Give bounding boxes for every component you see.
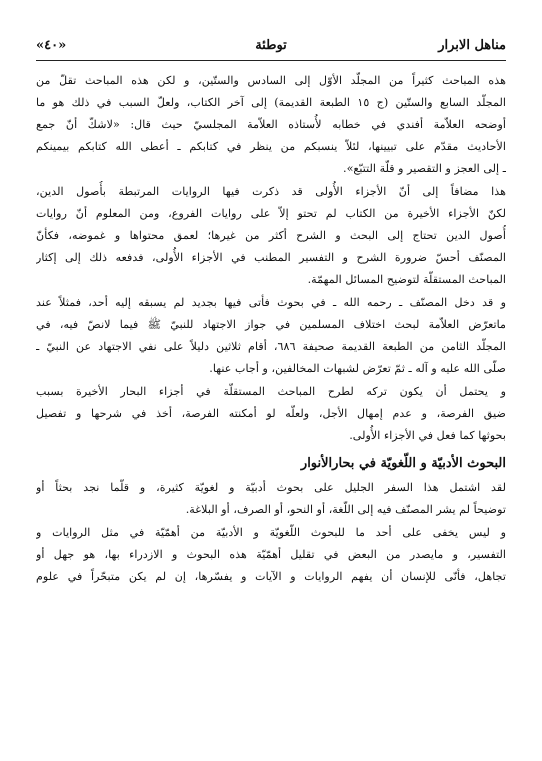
text-line: المجلّد السابع والستّين (ج ١٥ الطبعة القديمة) إلى آخر الكتاب، ولعلّ السبب في ذلك هو ما — [36, 96, 506, 109]
text-line: لكنّ الأجزاء الأخيرة من الكتاب لم تحتو إلاّ على روايات الفروع، ومن المعلوم أنّ روايات — [36, 207, 506, 220]
text-line: هذا مضافاً إلى أنّ الأجزاء الأُولى قد ذكرت فيها الروايات المرتبطة بأُصول الدين، — [36, 185, 506, 198]
text-line: المجلّد الثامن من الطبعة القديمة صحيفة ٦٨٦، أقام ثلاثين دليلاً على نفي الاجتهاد عن النبيّ ـ — [36, 340, 506, 353]
text-line: المصنّف أحسّ ضرورة الشرح و التفسير المطنب في الأجزاء الأُولى، فدفعه ذلك إلى إكثار — [36, 251, 506, 264]
page-number: «٤٠» — [36, 38, 67, 53]
page-header — [36, 34, 506, 62]
text-line: التفسير، و مايصدر من البعض في تقليل أهمّيّة هذه البحوث و الازدراء بها، هو جهل أو — [36, 548, 506, 561]
text-line: تجاهل، فأنّى للإنسان أن يفهم الروايات و الآيات و يفسّرها، إن لم يكن متبحّراً في علوم — [36, 570, 506, 583]
text-line: توضيحاً لم يشر المصنّف فيه إلى اللّغة، أو النحو، أو الصرف، أو البلاغة. — [185, 503, 506, 516]
header-rule — [36, 60, 506, 61]
chapter-title: توطئة — [255, 38, 287, 53]
text-line: بحوثها كما فعل في الأجزاء الأُولى. — [349, 429, 506, 442]
text-line: و قد دخل المصنّف ـ رحمه الله ـ في بحوث فأتى فيها بجديد لم يسبقه إليه أحد، فمثلاً عند — [36, 296, 506, 309]
section-heading: البحوث الأدبيّة و اللّغويّة في بحارالأنوار — [300, 456, 506, 471]
text-line: لقد اشتمل هذا السفر الجليل على بحوث أدبيّة و لغويّة كثيرة، و قلّما نجد بحثاً أو — [36, 481, 506, 494]
text-line: ـ إلى العجز و التقصير و قلّة التتبّع». — [343, 162, 506, 175]
text-line: المباحث المستقلّة لتوضيح المسائل المهمّة. — [307, 273, 506, 286]
running-title: مناهل الابرار — [438, 38, 506, 53]
text-line: الأحاديث مقدّم على تبيينها، لئلاّ ينسبكم من ينظر في كتابكم ـ أعطى الله كتابكم بيمينكم — [36, 140, 506, 153]
text-line: أوضحه العلاّمة أفندي في خطابه لأُستاذه العلاّمة المجلسيّ حيث قال: «لاشكّ أنّ جمع — [36, 118, 506, 131]
text-line: و يحتمل أن يكون تركه لطرح المباحث المستقلّة في أجزاء البحار الأخيرة بسبب — [36, 385, 506, 398]
page-body — [36, 70, 506, 588]
text-line: أُصول الدين تحتاج إلى البحث و الشرح أكثر من غيرها؛ لعمق محتواها و غموضه، فكأنّ — [36, 229, 506, 242]
text-line: و ليس يخفى على أحد ما للبحوث اللّغويّة و الأدبيّة من أهمّيّة في مثل الروايات و — [36, 526, 506, 539]
text-line: ضيق الفرصة، و عدم إمهال الأجل، ولعلّه لو أمكنته الفرصة، أخذ في شرحها و تفصيل — [36, 407, 506, 420]
text-line: ماتعرّض العلاّمة لبحث اختلاف المسلمين في جواز الاجتهاد للنبيّ ﷺ فيما لانصّ فيه، في — [36, 318, 506, 331]
text-line: صلّى الله عليه و آله ـ ثمّ تعرّض لشبهات المخالفين، و أجاب عنها. — [209, 362, 506, 375]
text-line: هذه المباحث كثيراً من المجلّد الأوّل إلى السادس والستّين، و لكن هذه المباحث تقلّ من — [36, 74, 506, 87]
